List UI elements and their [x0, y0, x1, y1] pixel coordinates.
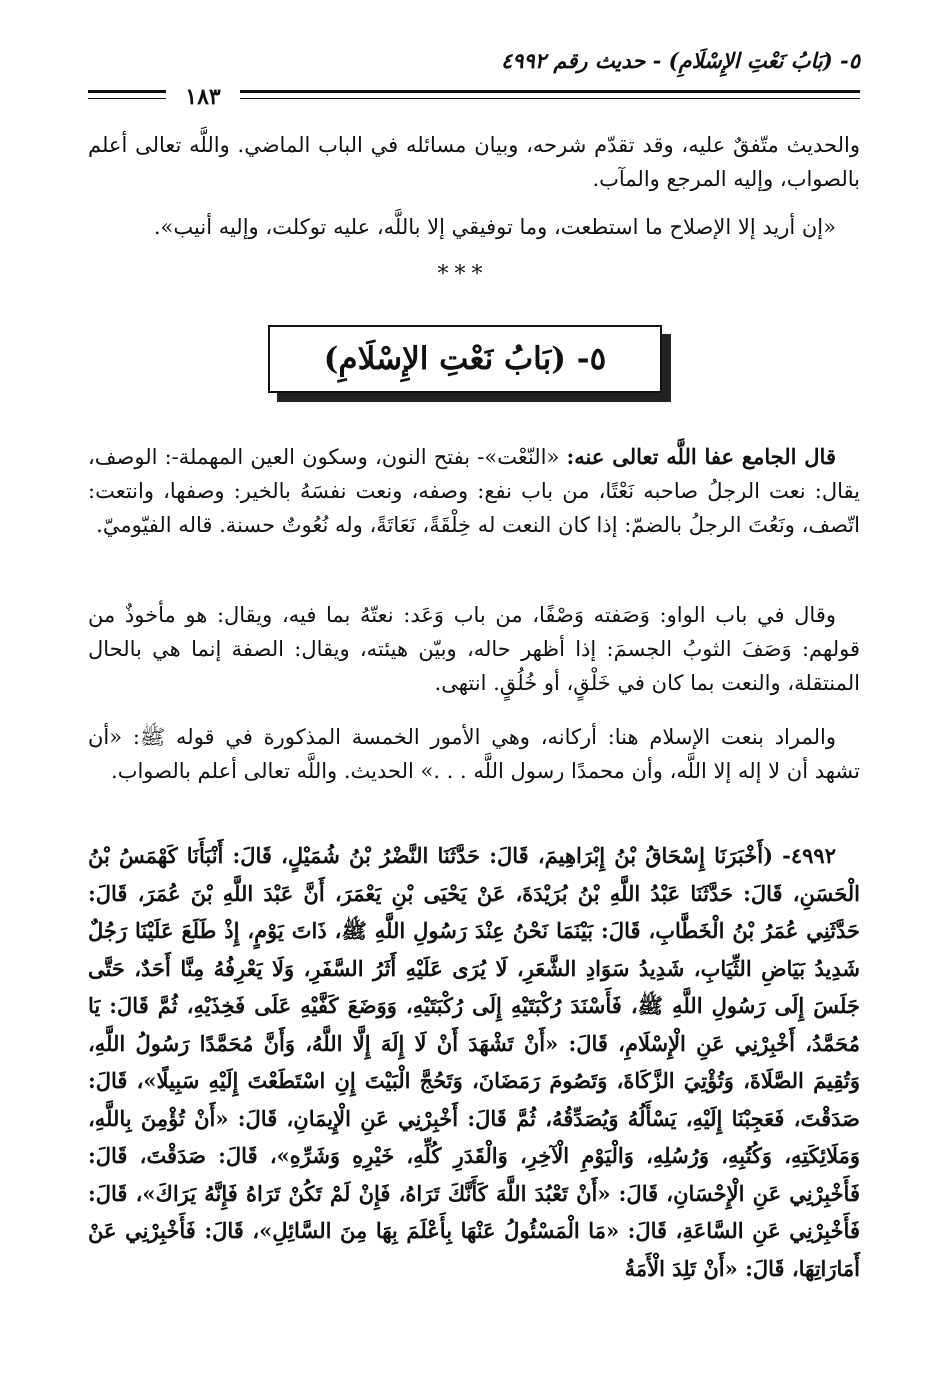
separator-stars: *** [437, 262, 489, 287]
closing-verse: «إن أريد إلا الإصلاح ما استطعت، وما توفيقي إلا باللَّه، عليه توكلت، وإليه أنيب». [153, 215, 836, 239]
header-rule-long [240, 90, 860, 93]
commentary-lead: قال الجامع عفا اللَّه تعالى عنه: [566, 444, 836, 469]
chapter-title: ٥- (بَابُ نَعْتِ الإِسْلَامِ) [323, 341, 607, 377]
header-rule-short [88, 90, 166, 93]
header-rule-short-thin [88, 98, 166, 99]
commentary-paragraph-2: وقال في باب الواو: وَصَفته وَصْفًا، من باب وَعَد: نعتّهُ بما فيه، ويقال: هو مأخوذٌ من قولهم: وَصَفَ الثوبُ الجسمَ: إذا أظهر حاله، وبيّن هيئته، ويقال: الصفة إنما هي بالحال المنتقلة، والنعت بما كان في خَلْقٍ، أو خُلُقٍ. انتهى. [88, 603, 860, 695]
chapter-heading-box [268, 325, 662, 393]
page-number: ١٨٣ [185, 84, 221, 110]
section-separator [380, 262, 546, 287]
header-rule-long-thin [240, 98, 860, 99]
hadith-text: ٤٩٩٢- (أَخْبَرَنَا إِسْحَاقُ بْنُ إِبْرَاهِيمَ، قَالَ: حَدَّثَنَا النَّضْرُ بْنُ شُمَيْلٍ، قَالَ: أَنْبَأَنَا كَهْمَسُ بْنُ الْحَسَنِ، قَالَ: حَدَّثَنَا عَبْدُ اللَّهِ بْنُ بُرَيْدَةَ، عَنْ يَحْيَى بْنِ يَعْمَرَ، أَنَّ عَبْدَ اللَّهِ بْنَ عُمَرَ، قَالَ: حَدَّثَنِي عُمَرُ بْنُ الْخَطَّابِ، قَالَ: بَيْنَمَا نَحْنُ عِنْدَ رَسُولِ اللَّهِ ﷺ، ذَاتَ يَوْمٍ، إِذْ طَلَعَ عَلَيْنَا رَجُلٌ شَدِيدُ بَيَاضِ الثِّيَابِ، شَدِيدُ سَوَادِ الشَّعَرِ، لَا يُرَى عَلَيْهِ أَثَرُ السَّفَرِ، وَلَا يَعْرِفُهُ مِنَّا أَحَدٌ، حَتَّى جَلَسَ إِلَى رَسُولِ اللَّهِ ﷺ، فَأَسْنَدَ رُكْبَتَيْهِ إِلَى رُكْبَتَيْهِ، وَوَضَعَ كَفَّيْهِ عَلَى فَخِذَيْهِ، ثُمَّ قَالَ: يَا مُحَمَّدُ، أَخْبِرْنِي عَنِ الْإِسْلَامِ، قَالَ: «أَنْ تَشْهَدَ أَنْ لَا إِلَهَ إِلَّا اللَّهُ، وَأَنَّ مُحَمَّدًا رَسُولُ اللَّهِ، وَتُقِيمَ الصَّلَاةَ، وَتُؤْتِيَ الزَّكَاةَ، وَتَصُومَ رَمَضَانَ، وَتَحُجَّ الْبَيْتَ إِنِ اسْتَطَعْتَ إِلَيْهِ سَبِيلًا»، قَالَ: صَدَقْتَ، فَعَجِبْنَا إِلَيْهِ، يَسْأَلُهُ وَيُصَدِّقُهُ، ثُمَّ قَالَ: أَخْبِرْنِي عَنِ الْإِيمَانِ، قَالَ: «أَنْ تُؤْمِنَ بِاللَّهِ، وَمَلَائِكَتِهِ، وَكُتُبِهِ، وَرُسُلِهِ، وَالْيَوْمِ الْآخِرِ، وَالْقَدَرِ كُلِّهِ، خَيْرِهِ وَشَرِّهِ»، قَالَ: صَدَقْتَ، قَالَ: فَأَخْبِرْنِي عَنِ الْإِحْسَانِ، قَالَ: «أَنْ تَعْبُدَ اللَّهَ كَأَنَّكَ تَرَاهُ، فَإِنْ لَمْ تَكُنْ تَرَاهُ فَإِنَّهُ يَرَاكَ»، قَالَ: فَأَخْبِرْنِي عَنِ السَّاعَةِ، قَالَ: «مَا الْمَسْئُولُ عَنْهَا بِأَعْلَمَ بِهَا مِنَ السَّائِلِ»، قَالَ: فَأَخْبِرْنِي عَنْ أَمَارَاتِهَا، قَالَ: «أَنْ تَلِدَ الْأَمَةُ [88, 843, 860, 1281]
intro-paragraph: والحديث متّفقٌ عليه، وقد تقدّم شرحه، وبيان مسائله في الباب الماضي. واللَّه تعالى أعلم بالصواب، وإليه المرجع والمآب. [88, 133, 860, 191]
commentary-paragraph-3: والمراد بنعت الإسلام هنا: أركانه، وهي الأمور الخمسة المذكورة في قوله ﷺ: «أن تشهد أن لا إله إلا اللَّه، وأن محمدًا رسول اللَّه . . .» الحديث. واللَّه تعالى أعلم بالصواب. [88, 725, 860, 783]
running-head: ٥- (بَابُ نَعْتِ الإِسْلَامِ) - حديث رقم ٤٩٩٢ [500, 48, 860, 73]
commentary-paragraph-1 [88, 440, 860, 542]
commentary-definition: «النّعْت»- بفتح النون، وسكون العين المهملة-: الوصف، يقال: نعت الرجلُ صاحبه نَعْتًا، من باب نفع: وصفه، ونعت نفسَهُ بالخير: وصفها، وانتعت: اتّصف، ونَعُتَ الرجلُ بالضمّ: إذا كان النعت له خِلْقَةً، نَعَاتَةً، وله نُعُوتٌ حسنة. قاله الفيّوميّ. [88, 445, 860, 537]
